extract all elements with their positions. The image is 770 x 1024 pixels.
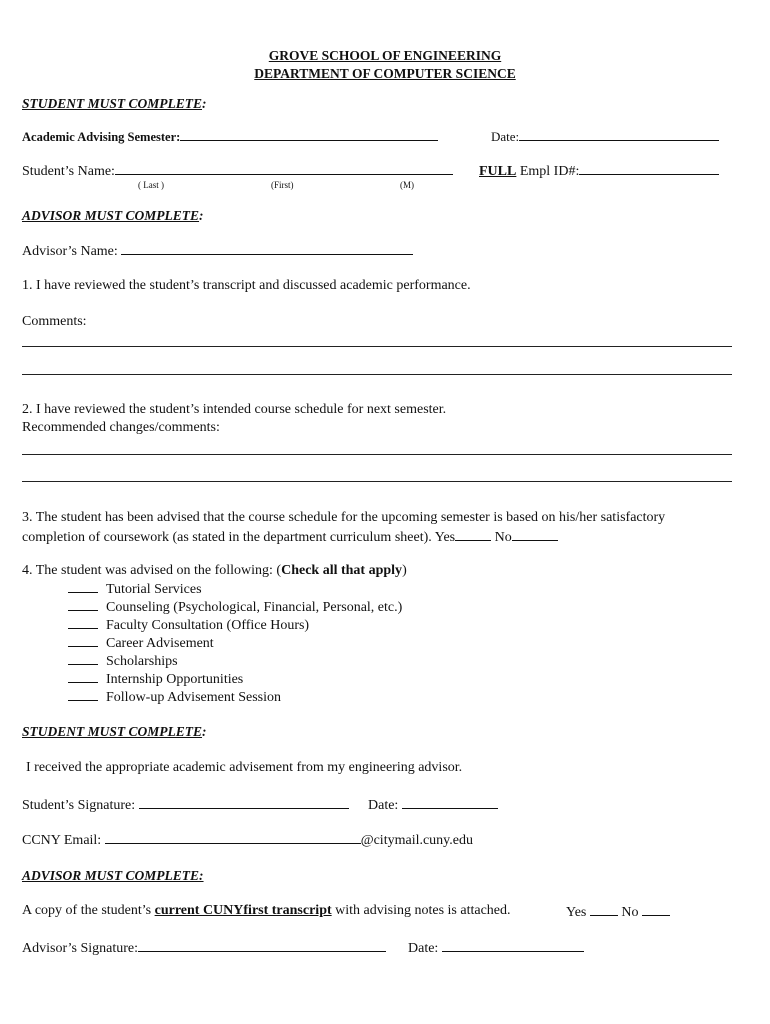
student-section-2-heading: STUDENT MUST COMPLETE: [22,724,207,739]
item-1-text: 1. I have reviewed the student’s transcript and discussed academic performance. [22,278,471,293]
checklist-item-faculty[interactable]: Faculty Consultation (Office Hours) [68,617,309,634]
form-title-line2: DEPARTMENT OF COMPUTER SCIENCE [254,66,516,81]
advisor-name-field[interactable]: Advisor’s Name: [22,242,413,260]
comments-line-2[interactable] [22,374,732,375]
checklist-item-career[interactable]: Career Advisement [68,635,214,652]
recommend-line-2[interactable] [22,481,732,482]
student-section-heading: STUDENT MUST COMPLETE: [22,96,207,111]
empl-id-field[interactable]: FULL Empl ID#: [479,162,719,180]
item-4-text: 4. The student was advised on the following: (Check all that apply) [22,563,407,578]
recommend-line-1[interactable] [22,454,732,455]
checklist-item-followup[interactable]: Follow-up Advisement Session [68,689,281,706]
advisement-statement: I received the appropriate academic advisement from my engineering advisor. [26,760,463,775]
transcript-statement: A copy of the student’s current CUNYfirst transcript with advising notes is attached. [22,903,511,918]
item-3-line-2[interactable]: completion of coursework (as stated in the department curriculum sheet). Yes No [22,528,558,546]
name-sublabel-middle: (M) [400,180,414,190]
advisor-signature-field[interactable]: Advisor’s Signature: [22,939,386,957]
student-signature-field[interactable]: Student’s Signature: [22,796,349,814]
comments-label: Comments: [22,314,87,329]
name-sublabel-last: ( Last ) [138,180,164,190]
advisor-section-2-heading: ADVISOR MUST COMPLETE: [22,868,204,883]
item-3-line-1: 3. The student has been advised that the course schedule for the upcoming semester is based on his/her satisfactory [22,510,666,525]
student-name-field[interactable]: Student’s Name: [22,162,453,180]
checklist-item-tutorial[interactable]: Tutorial Services [68,581,202,598]
name-sublabel-first: (First) [271,180,294,190]
advisor-section-heading: ADVISOR MUST COMPLETE: [22,208,204,223]
date-field-top[interactable]: Date: [491,128,719,145]
comments-line-1[interactable] [22,346,732,347]
item-2-sublabel: Recommended changes/comments: [22,420,220,435]
student-date-field[interactable]: Date: [368,796,498,814]
checklist-item-counseling[interactable]: Counseling (Psychological, Financial, Personal, etc.) [68,599,402,616]
transcript-yes-no[interactable]: Yes No [566,903,670,921]
form-title-line1: GROVE SCHOOL OF ENGINEERING [268,48,502,63]
semester-field[interactable]: Academic Advising Semester: [22,128,438,145]
ccny-email-field[interactable]: CCNY Email: @citymail.cuny.edu [22,833,473,848]
item-2-text: 2. I have reviewed the student’s intended course schedule for next semester. [22,402,447,417]
checklist-item-internship[interactable]: Internship Opportunities [68,671,243,688]
advisor-date-field[interactable]: Date: [408,939,584,957]
checklist-item-scholarships[interactable]: Scholarships [68,653,178,670]
